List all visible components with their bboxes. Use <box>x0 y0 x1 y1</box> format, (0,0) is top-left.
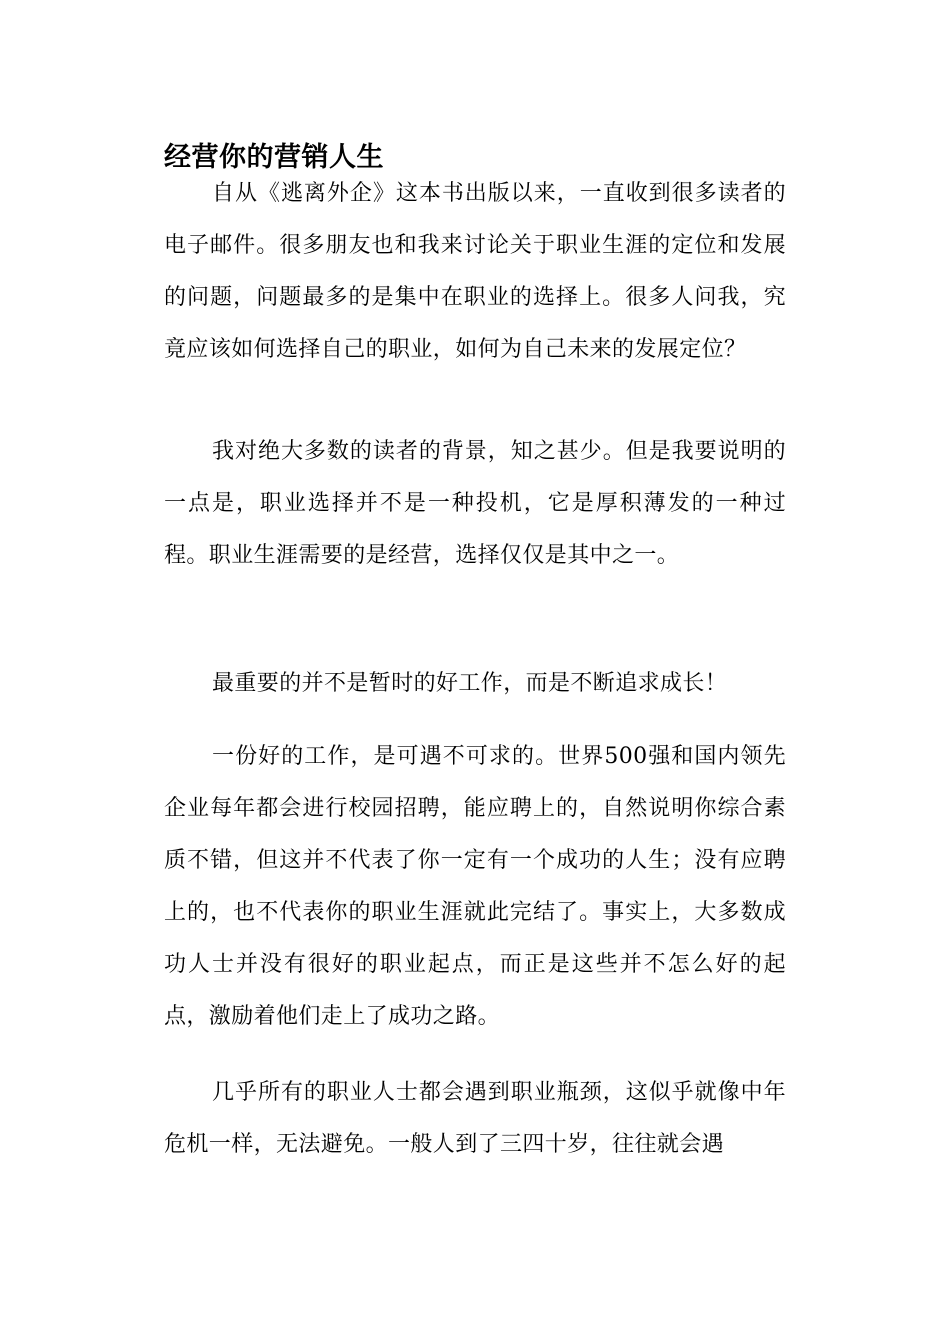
paragraph-2: 我对绝大多数的读者的背景，知之甚少。但是我要说明的一点是，职业选择并不是一种投机，它是厚积薄发的一种过程。职业生涯需要的是经营，选择仅仅是其中之一。 <box>164 439 786 568</box>
paragraph-1: 自从《逃离外企》这本书出版以来，一直收到很多读者的电子邮件。很多朋友也和我来讨论关于职业生涯的定位和发展的问题，问题最多的是集中在职业的选择上。很多人问我，究竟应该如何选择自己的职业，如何为自己未来的发展定位？ <box>164 181 786 362</box>
paragraph-4: 一份好的工作，是可遇不可求的。世界500强和国内领先企业每年都会进行校园招聘，能应聘上的，自然说明你综合素质不错，但这并不代表了你一定有一个成功的人生；没有应聘上的，也不代表你的职业生涯就此完结了。事实上，大多数成功人士并没有很好的职业起点，而正是这些并不怎么好的起点，激励着他们走上了成功之路。 <box>164 744 786 1029</box>
document-title: 经营你的营销人生 <box>164 142 384 174</box>
paragraph-3: 最重要的并不是暂时的好工作，而是不断追求成长！ <box>212 671 728 696</box>
paragraph-5: 几乎所有的职业人士都会遇到职业瓶颈，这似乎就像中年危机一样，无法避免。一般人到了三四十岁，往往就会遇 <box>164 1080 786 1157</box>
